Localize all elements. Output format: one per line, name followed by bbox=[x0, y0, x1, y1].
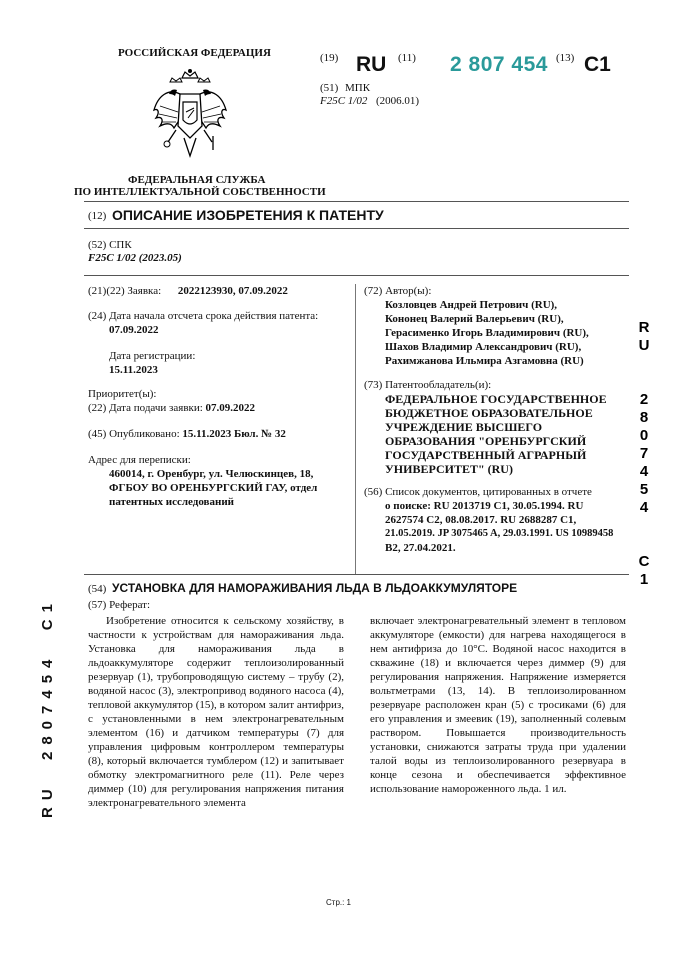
spk-label: (52) СПК bbox=[88, 239, 132, 251]
filing-date-value: 07.09.2022 bbox=[205, 402, 256, 414]
owner-line: ФЕДЕРАЛЬНОЕ ГОСУДАРСТВЕННОЕ bbox=[385, 392, 607, 406]
citations-line: о поиске: RU 2013719 C1, 30.05.1994. RU bbox=[385, 500, 584, 512]
citations-line: 21.05.2019. JP 3075465 A, 29.03.1991. US 10989458 bbox=[385, 528, 614, 539]
address-label: Адрес для переписки: bbox=[88, 454, 191, 466]
abstract-text-right: включает электронагревательный элемент в тепловом аккумуляторе (емкости) для нагрева находящегося в нем антифриза до 10°С. Водяной насос находится в скважине (18) и включается через диммер (9) для регулирования напряжения. Напряжение измеряется вольтметрами (13, 14). В теплоизолированном резервуаре расположен кран (5) с тросиками (6) для его управления и змеевик (19), заполненный солевым раствором. Повышается производительность установки, снижаются затраты труда при удалении талой воды из теплоизолированного резервуара в конце сезона и обеспечивается эффективное использование намороженного льда. 1 ил. bbox=[370, 615, 626, 795]
abstract-label: (57) Реферат: bbox=[88, 599, 151, 611]
application-label: (21)(22) Заявка: bbox=[88, 285, 162, 297]
divider bbox=[84, 228, 629, 229]
coat-of-arms-emblem bbox=[150, 66, 230, 162]
owner-line: ГОСУДАРСТВЕННЫЙ АГРАРНЫЙ bbox=[385, 448, 587, 462]
agency-line-1: ФЕДЕРАЛЬНАЯ СЛУЖБА bbox=[128, 174, 266, 186]
side-code-char: 5 bbox=[639, 481, 649, 498]
divider bbox=[84, 275, 629, 276]
published-label: (45) Опубликовано: bbox=[88, 428, 180, 440]
owner-line: ОБРАЗОВАНИЯ "ОРЕНБУРГСКИЙ bbox=[385, 434, 587, 448]
address-line: патентных исследований bbox=[109, 496, 235, 508]
side-code-char: 1 bbox=[639, 571, 649, 588]
country-name: РОССИЙСКАЯ ФЕДЕРАЦИЯ bbox=[118, 47, 271, 59]
country-code: RU bbox=[356, 53, 387, 76]
page-number: Стр.: 1 bbox=[326, 898, 352, 907]
mpk-version: (2006.01) bbox=[376, 95, 420, 107]
author-name: Герасименко Игорь Владимирович (RU), bbox=[385, 327, 589, 339]
side-code-char: R bbox=[638, 319, 650, 336]
abstract-text-left: Изобретение относится к сельскому хозяйству, в частности к устройствам для намораживания льда. Установка для намораживания льда в льдоаккумуляторе содержит теплоизолированный резервуар (1), трубопроводящую систему – трубу (2), водяной насос (3), электропривод водяного насоса (4), тепловой аккумулятор (15), в котором залит антифриз, с установленными в нем электронагревательным элементом (16) и датчиком температуры (7) для управления цифровым контроллером температуры (8), который включается тумблером (12) и запитывает обмотку электромагнитного реле (11). Реле через диммер (10) для регулирования напряжения питания электронагревательного элемента bbox=[88, 615, 344, 809]
citations-heading: (56) Список документов, цитированных в отчете bbox=[364, 486, 592, 498]
side-code-char: 4 bbox=[639, 463, 649, 480]
address-line: 460014, г. Оренбург, ул. Челюскинцев, 18, bbox=[109, 468, 314, 480]
code-13: (13) bbox=[556, 52, 575, 64]
registration-value: 15.11.2023 bbox=[109, 364, 158, 376]
patent-kind: C1 bbox=[584, 53, 611, 76]
citations-line: B2, 27.04.2021. bbox=[385, 542, 456, 554]
side-code-char: U bbox=[638, 337, 650, 354]
code-54: (54) bbox=[88, 583, 107, 595]
side-code-char: 7 bbox=[639, 445, 649, 462]
author-name: Шахов Владимир Александрович (RU), bbox=[385, 341, 582, 353]
side-code-char bbox=[636, 518, 652, 536]
side-code-char: 0 bbox=[639, 427, 649, 444]
spk-class: F25C 1/02 (2023.05) bbox=[88, 252, 182, 264]
document-type-title: ОПИСАНИЕ ИЗОБРЕТЕНИЯ К ПАТЕНТУ bbox=[112, 207, 384, 223]
side-code-char: 2 bbox=[639, 391, 649, 408]
mpk-label: МПК bbox=[345, 82, 371, 94]
right-margin-patent-code bbox=[636, 320, 652, 590]
agency-line-2: ПО ИНТЕЛЛЕКТУАЛЬНОЙ СОБСТВЕННОСТИ bbox=[74, 186, 326, 198]
citations-line: 2627574 C2, 08.08.2017. RU 2688287 C1, bbox=[385, 514, 577, 526]
term-start-value: 07.09.2022 bbox=[109, 324, 159, 336]
left-margin-patent-code: RU 2807454 C1 bbox=[39, 597, 56, 818]
divider bbox=[84, 201, 629, 202]
registration-label: Дата регистрации: bbox=[109, 350, 196, 362]
patent-number: 2 807 454 bbox=[450, 53, 548, 76]
bibliographic-left-column bbox=[88, 284, 350, 509]
side-code-char: 8 bbox=[639, 409, 649, 426]
application-value: 2022123930, 07.09.2022 bbox=[177, 285, 288, 297]
author-name: Рахимжанова Ильмира Азгамовна (RU) bbox=[385, 355, 584, 367]
code-19: (19) bbox=[320, 52, 339, 64]
author-name: Козловцев Андрей Петрович (RU), bbox=[385, 299, 558, 311]
side-code-char: C bbox=[638, 553, 650, 570]
code-12: (12) bbox=[88, 210, 107, 222]
code-51: (51) bbox=[320, 82, 339, 94]
invention-title: УСТАНОВКА ДЛЯ НАМОРАЖИВАНИЯ ЛЬДА В ЛЬДОАККУМУЛЯТОРЕ bbox=[112, 581, 518, 595]
column-divider bbox=[355, 284, 356, 574]
author-name: Кононец Валерий Валерьевич (RU), bbox=[385, 313, 564, 325]
term-start-label: (24) Дата начала отсчета срока действия патента: bbox=[88, 310, 319, 322]
priority-label: Приоритет(ы): bbox=[88, 388, 157, 400]
mpk-class: F25C 1/02 bbox=[320, 95, 368, 107]
side-code-char bbox=[636, 374, 652, 392]
filing-date-label: (22) Дата подачи заявки: bbox=[88, 402, 203, 414]
side-code-char bbox=[636, 356, 652, 374]
bibliographic-right-column bbox=[364, 284, 626, 555]
divider bbox=[84, 574, 629, 575]
owner-line: УЧРЕЖДЕНИЕ ВЫСШЕГО bbox=[385, 420, 543, 434]
address-line: ФГБОУ ВО ОРЕНБУРГСКИЙ ГАУ, отдел bbox=[109, 482, 318, 494]
side-code-char: 4 bbox=[639, 499, 649, 516]
published-value: 15.11.2023 Бюл. № 32 bbox=[182, 428, 286, 440]
owner-line: УНИВЕРСИТЕТ" (RU) bbox=[385, 462, 513, 476]
side-code-char bbox=[636, 536, 652, 554]
owner-label: (73) Патентообладатель(и): bbox=[364, 379, 492, 391]
owner-line: БЮДЖЕТНОЕ ОБРАЗОВАТЕЛЬНОЕ bbox=[385, 406, 593, 420]
code-11: (11) bbox=[398, 52, 416, 64]
authors-label: (72) Автор(ы): bbox=[364, 285, 432, 297]
